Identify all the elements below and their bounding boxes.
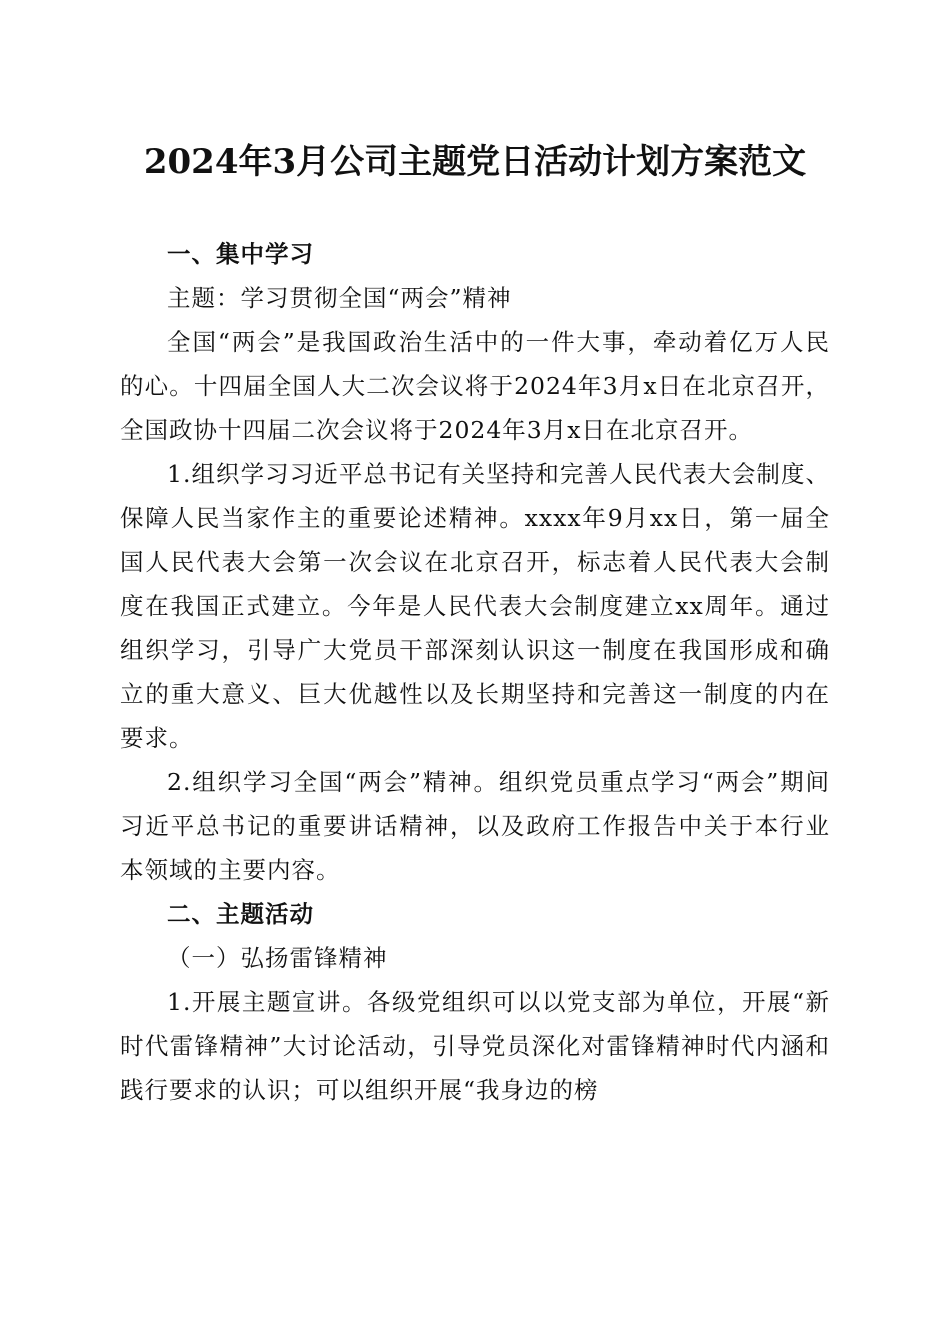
document-title: 2024年3月公司主题党日活动计划方案范文	[143, 142, 807, 182]
section-2-item-1-paragraph: 1.开展主题宣讲。各级党组织可以以党支部为单位，开展“新时代雷锋精神”大讨论活动，引导党员深化对雷锋精神时代内涵和践行要求的认识；可以组织开展“我身边的榜	[120, 988, 830, 1104]
section-1-heading: 一、集中学习	[167, 240, 314, 268]
section-1-theme: 主题：学习贯彻全国“两会”精神	[167, 284, 512, 312]
section-1-item-2-paragraph: 2.组织学习全国“两会”精神。组织党员重点学习“两会”期间习近平总书记的重要讲话精神，以及政府工作报告中关于本行业本领域的主要内容。	[120, 768, 830, 884]
section-1-intro-paragraph: 全国“两会”是我国政治生活中的一件大事，牵动着亿万人民的心。十四届全国人大二次会议将于2024年3月x日在北京召开，全国政协十四届二次会议将于2024年3月x日在北京召开。	[120, 328, 830, 444]
section-1-item-1-paragraph: 1.组织学习习近平总书记有关坚持和完善人民代表大会制度、保障人民当家作主的重要论述精神。xxxx年9月xx日，第一届全国人民代表大会第一次会议在北京召开，标志着人民代表大会制度在我国正式建立。今年是人民代表大会制度建立xx周年。通过组织学习，引导广大党员干部深刻认识这一制度在我国形成和确立的重大意义、巨大优越性以及长期坚持和完善这一制度的内在要求。	[120, 460, 830, 752]
section-2-subheading: （一）弘扬雷锋精神	[167, 944, 388, 972]
section-2-heading: 二、主题活动	[167, 900, 314, 928]
document-body	[120, 232, 830, 1112]
